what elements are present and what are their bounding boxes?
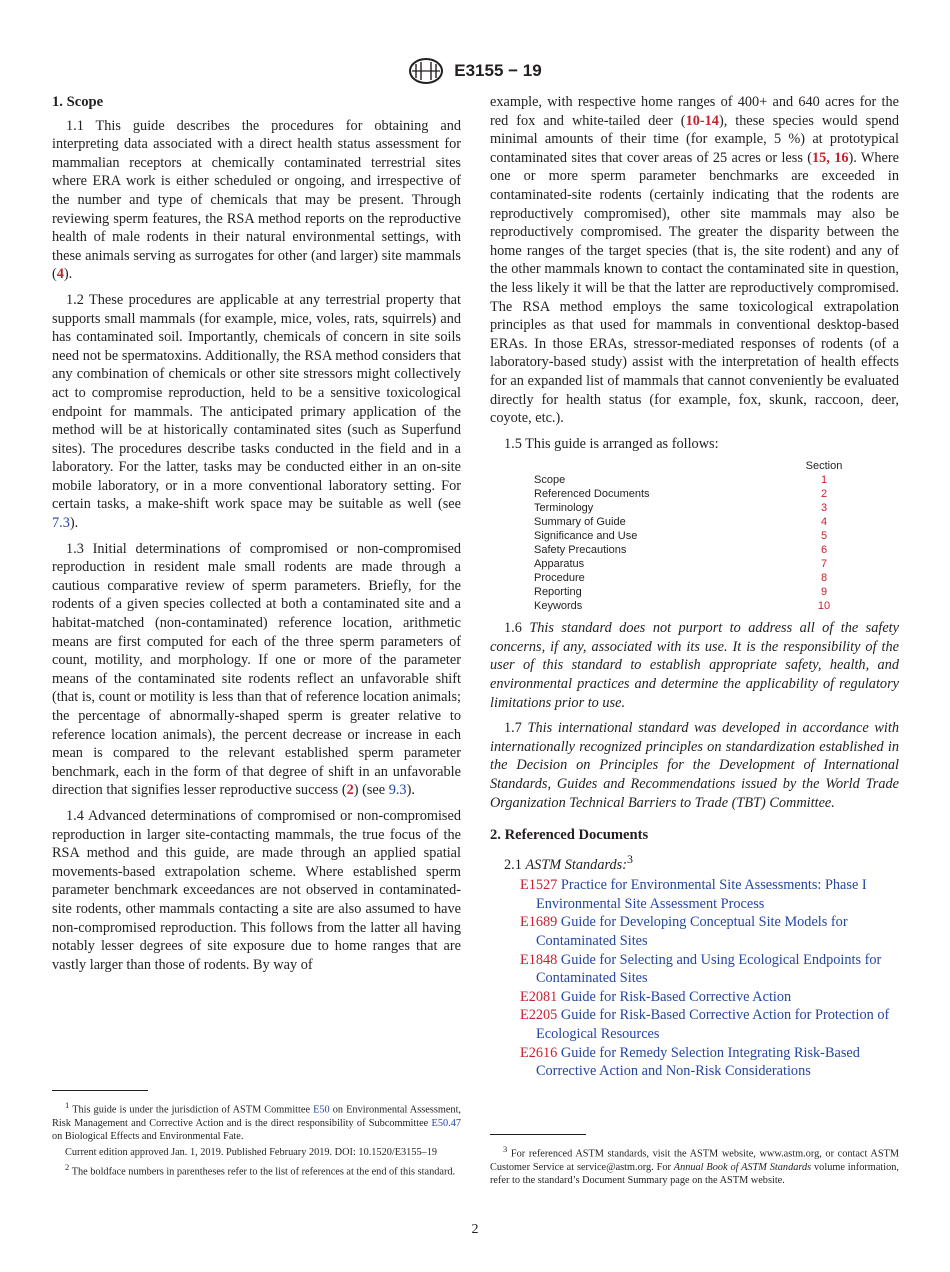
paragraph-1-4-continued: example, with respective home ranges of 400+ and 640 acres for the red fox and white-tailed deer (10-14), these species would spend minimal amounts of their time (for example, 5 %) at prototypical contaminated sites that cover areas of 25 acres or less (15, 16). Where one or more sperm parameter benchmarks are exceeded in contaminated-site rodents (certainly indicating that the rodents are reproductively compromised), other site mammals may also be reproductively compromised. The greater the disparity between the home ranges of the target species (that is, the site rodent) and any of the other mammals known to contact the contaminated site in question, the less likely it will be that the latter are reproductively compromised. The RSA method employs the same toxicological extrapolation principles as that used for mammals in conventional desktop-based ERAs. In those ERAs, stressor-mediated responses of rodents (of a laboratory-based study) assist with the interpretation of health effects for an expanded list of mammals that cannot conveniently be evaluated directly for health status (for example, fox, skunk, raccoon, deer, coyote, etc.). xyxy=(490,94,900,427)
paragraph-1-6: 1.6 This standard does not purport to address all of the safety concerns, if any, associated with its use. It is the responsibility of the user of this standard to establish appropriate safety, health, and environmental practices and determine the applicability of regulatory limitations prior to use. xyxy=(490,620,899,711)
standard-code-link[interactable]: E2205 xyxy=(520,1007,558,1024)
section-2-title: 2. Referenced Documents xyxy=(490,827,649,844)
section-table-header: Section xyxy=(805,460,843,473)
footnote-2: $^2$ The boldface numbers in parentheses refer to the list of references at the end of this standard. xyxy=(65,1162,456,1178)
section-table-row xyxy=(534,599,854,613)
paragraph-1-3: 1.3 Initial determinations of compromised or non-compromised reproduction in resident male small rodents are made through a cautious comparative review of sperm parameters. Briefly, for the rodents of a given species collected at both a contaminated site and a habitat-matched (non-contaminated) reference location, arithmetic means are first computed for each of the three sperm parameters of count, motility, and morphology. If one or more of the parameter means of the contaminated site rodents reflect an unfavorable shift (that is, count or motility is less than that of reference location animals; the percentage of abnormally-shaped sperm is greater relative to reference location animals), the percent decrease or increase in each mean is compared to the relevant established sperm parameter benchmark, each in the form of that degree of shift in an unfavorable direction that signifies lesser reproductive success (2) (see 9.3). xyxy=(52,540,461,799)
section-name: Safety Precautions xyxy=(534,544,627,557)
right-column xyxy=(490,93,899,1081)
paragraph-1-1: 1.1 This guide describes the procedures for obtaining and interpreting data associated with a direct health status assessment for mammalian receptors at chemically contaminated terrestrial sites where ERA work is either scheduled or ongoing, and irrespective of the number and type of chemicals that may be present. Through reviewing sperm features, the RSA method reports on the reproductive health of male rodents in their natural environmental settings, with these animals serving as surrogates for other (and larger) site mammals (4). xyxy=(52,117,461,283)
section-name: Apparatus xyxy=(534,558,585,571)
section-table-row xyxy=(534,543,854,557)
section-name: Scope xyxy=(534,474,566,487)
section-number-link[interactable]: 5 xyxy=(820,530,828,543)
section-1-title: 1. Scope xyxy=(52,94,104,110)
referenced-standard xyxy=(506,876,899,913)
footnote-1: $^1$ This guide is under the jurisdiction of ASTM Committee E50 on Environmental Assessment, Risk Management and Corrective Action and is the direct responsibility of Subcommittee E50.47 on Biological Effects and Environmental Fate. xyxy=(52,1100,462,1143)
subcommittee-link[interactable]: E50.47 xyxy=(431,1117,461,1129)
standard-code-link[interactable]: E1689 xyxy=(520,914,558,931)
standard-title-link[interactable]: Guide for Remedy Selection Integrating Risk-Based Corrective Action and Non-Risk Considerations xyxy=(536,1044,860,1080)
referenced-standard xyxy=(506,1044,899,1081)
footnote-3: $^3$ For referenced ASTM standards, visit the ASTM website, www.astm.org, or contact ASTM Customer Service at service@astm.org. For Annual Book of ASTM Standards volume information, refer to the standard’s Document Summary page on the ASTM website. xyxy=(490,1144,900,1187)
standard-title-link[interactable]: Guide for Risk-Based Corrective Action xyxy=(560,988,792,1005)
standard-code-link[interactable]: E1848 xyxy=(520,951,558,968)
section-name: Terminology xyxy=(534,502,594,515)
section-number-link[interactable]: 8 xyxy=(820,572,828,585)
section-name: Significance and Use xyxy=(534,530,638,543)
section-name: Referenced Documents xyxy=(534,488,650,501)
referenced-standard xyxy=(506,988,899,1007)
section-name: Procedure xyxy=(534,572,585,585)
standard-title-link[interactable]: Guide for Selecting and Using Ecological Endpoints for Contaminated Sites xyxy=(536,951,882,987)
paragraph-2-1: 2.1 ASTM Standards:$^3$ xyxy=(504,851,633,873)
standard-title-link[interactable]: Practice for Environmental Site Assessments: Phase I Environmental Site Assessment Process xyxy=(536,877,867,912)
standard-code-link[interactable]: E1527 xyxy=(520,877,558,894)
reference-link[interactable]: 4 xyxy=(56,266,64,283)
section-name: Reporting xyxy=(534,586,582,599)
page-number: 2 xyxy=(471,1222,479,1237)
standard-code-link[interactable]: E2081 xyxy=(520,988,558,1005)
standard-title-link[interactable]: Guide for Risk-Based Corrective Action for Protection of Ecological Resources xyxy=(536,1007,890,1042)
paragraph-1-2: 1.2 These procedures are applicable at any terrestrial property that supports small mammals (for example, mice, voles, rats, squirrels) and has contaminated soil. Importantly, chemicals of concern in site soils need not be spermatoxins. Additionally, the RSA method considers that any combination of chemicals or other site stressors might collectively act to compromise reproduction, held to be a sensitive toxicological endpoint for mammals. The anticipated primary application of the method will be at historically contaminated sites (such as Superfund sites). The procedures describe tasks conducted in the field and in a laboratory. For the latter, tasks may be conducted either in an on-site mobile laboratory, or in a more conventional laboratory setting. For certain tasks, a make-shift work space may be suitable as well (see 7.3). xyxy=(52,291,461,532)
referenced-standard xyxy=(506,951,899,988)
section-number-link[interactable]: 1 xyxy=(820,474,828,487)
reference-link[interactable]: 10-14 xyxy=(685,112,719,129)
left-footnotes xyxy=(52,1078,461,1181)
section-table-row xyxy=(534,487,854,501)
reference-link[interactable]: 2 xyxy=(346,782,354,799)
section-table-row xyxy=(534,571,854,585)
section-number-link[interactable]: 6 xyxy=(820,544,828,557)
page-header xyxy=(0,57,950,85)
astm-logo-icon xyxy=(408,57,444,85)
section-number-link[interactable]: 4 xyxy=(820,516,828,529)
paragraph-1-5: 1.5 This guide is arranged as follows: xyxy=(504,435,719,452)
paragraph-1-4: 1.4 Advanced determinations of compromised or non-compromised reproduction in larger site-contacting mammals, the true focus of the RSA method and this guide, are made through an applied spatial movements-based extrapolation scheme. Where established sperm parameter benchmark exceedances are not observed in contaminated-site rodents, other mammals contacting a site are also assumed to have non-compromised reproduction. This follows from the latter all having notably lesser degrees of site exposure due to home ranges that are vastly larger than those of rodents. By way of xyxy=(52,807,461,973)
section-number-link[interactable]: 3 xyxy=(820,502,828,515)
footnote-divider xyxy=(490,1134,586,1135)
right-footnotes xyxy=(490,1122,899,1190)
referenced-standard xyxy=(506,1006,899,1043)
referenced-standards-list xyxy=(490,876,899,1081)
section-name: Summary of Guide xyxy=(534,516,626,529)
footnote-divider xyxy=(52,1090,148,1091)
section-number-link[interactable]: 9 xyxy=(820,586,828,599)
standard-code-link[interactable]: E2616 xyxy=(520,1044,558,1061)
section-table-row xyxy=(534,585,854,599)
section-link[interactable]: 7.3 xyxy=(52,515,70,532)
referenced-standard xyxy=(506,913,899,950)
section-number-link[interactable]: 10 xyxy=(817,600,831,613)
section-table-row xyxy=(534,557,854,571)
section-table-row xyxy=(534,529,854,543)
section-number-link[interactable]: 2 xyxy=(820,488,828,501)
section-table-row xyxy=(534,515,854,529)
section-link[interactable]: 9.3 xyxy=(388,782,407,799)
paragraph-1-7: 1.7 This international standard was developed in accordance with internationally recognized principles on standardization established in the Decision on Principles for the Development of International Standards, Guides and Recommendations issued by the World Trade Organization Technical Barriers to Trade (TBT) Committee. xyxy=(490,720,899,811)
footnote-1-edition: Current edition approved Jan. 1, 2019. Published February 2019. DOI: 10.1520/E3155–19 xyxy=(65,1146,438,1158)
section-table-row xyxy=(534,501,854,515)
reference-link[interactable]: 15, 16 xyxy=(811,149,849,166)
committee-link[interactable]: E50 xyxy=(313,1104,330,1116)
left-column xyxy=(52,93,461,981)
section-name: Keywords xyxy=(534,600,583,613)
section-table-row xyxy=(534,473,854,487)
section-number-link[interactable]: 7 xyxy=(820,558,828,571)
section-table xyxy=(534,459,899,613)
standard-title-link[interactable]: Guide for Developing Conceptual Site Models for Contaminated Sites xyxy=(536,914,848,949)
document-id: E3155 − 19 xyxy=(454,61,542,80)
